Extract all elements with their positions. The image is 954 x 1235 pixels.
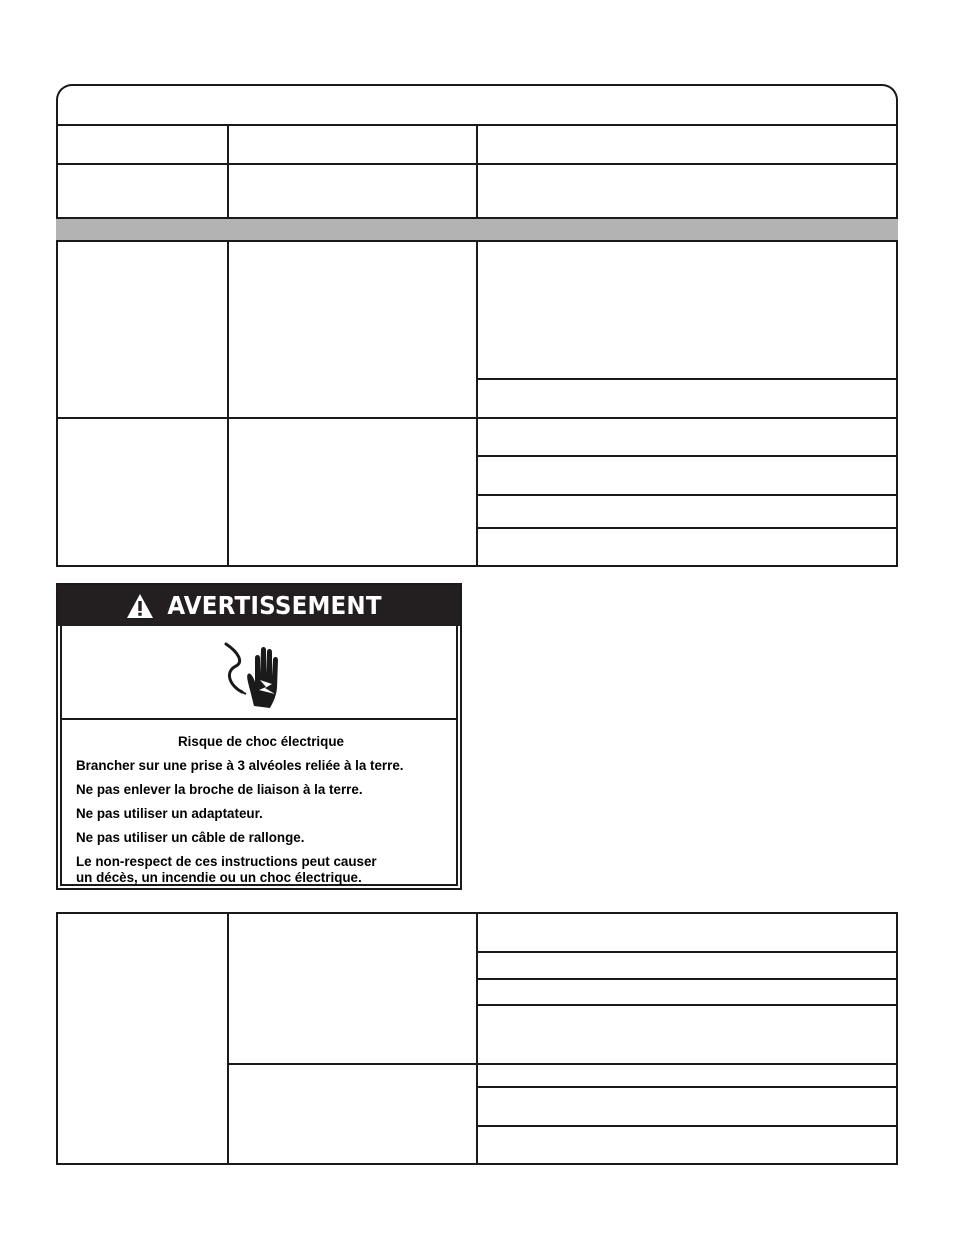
table-row-divider bbox=[476, 951, 898, 953]
table-row-divider bbox=[476, 1086, 898, 1088]
warning-consequence-line: un décès, un incendie ou un choc électrique. bbox=[76, 870, 362, 885]
electric-shock-hand-icon bbox=[220, 636, 290, 710]
table-row-divider bbox=[476, 1004, 898, 1006]
table-row-divider bbox=[476, 455, 898, 457]
table-column-divider bbox=[227, 240, 229, 567]
warning-header bbox=[58, 585, 460, 626]
table-row-divider bbox=[56, 417, 898, 419]
warning-line: Ne pas utiliser un câble de rallonge. bbox=[76, 830, 305, 845]
warning-line: Brancher sur une prise à 3 alvéoles reliée à la terre. bbox=[76, 758, 404, 773]
electric-shock-warning bbox=[56, 583, 462, 890]
table-row-divider bbox=[476, 494, 898, 496]
table-row-divider bbox=[476, 527, 898, 529]
table-column-divider bbox=[227, 912, 229, 1165]
warning-pictogram bbox=[62, 626, 456, 720]
table-row-divider bbox=[476, 1125, 898, 1127]
table-column-divider bbox=[476, 124, 478, 220]
warning-title: AVERTISSEMENT bbox=[167, 591, 383, 620]
warning-heading: Risque de choc électrique bbox=[178, 734, 344, 749]
warning-consequence-line: Le non-respect de ces instructions peut causer bbox=[76, 854, 377, 869]
table-title-bar bbox=[56, 84, 898, 126]
warning-body bbox=[60, 626, 458, 886]
section-band bbox=[56, 217, 898, 242]
table-row-divider bbox=[56, 163, 898, 165]
table-row-divider bbox=[476, 378, 898, 380]
warning-triangle-icon bbox=[126, 593, 154, 619]
warning-line: Ne pas utiliser un adaptateur. bbox=[76, 806, 263, 821]
table-column-divider bbox=[476, 240, 478, 567]
table-row-divider bbox=[476, 978, 898, 980]
warning-line: Ne pas enlever la broche de liaison à la terre. bbox=[76, 782, 363, 797]
warning-consequence bbox=[76, 854, 446, 886]
warning-text-block bbox=[76, 730, 446, 886]
table-column-divider bbox=[227, 124, 229, 220]
table-column-divider bbox=[476, 912, 478, 1165]
table-row-divider bbox=[227, 1063, 898, 1065]
